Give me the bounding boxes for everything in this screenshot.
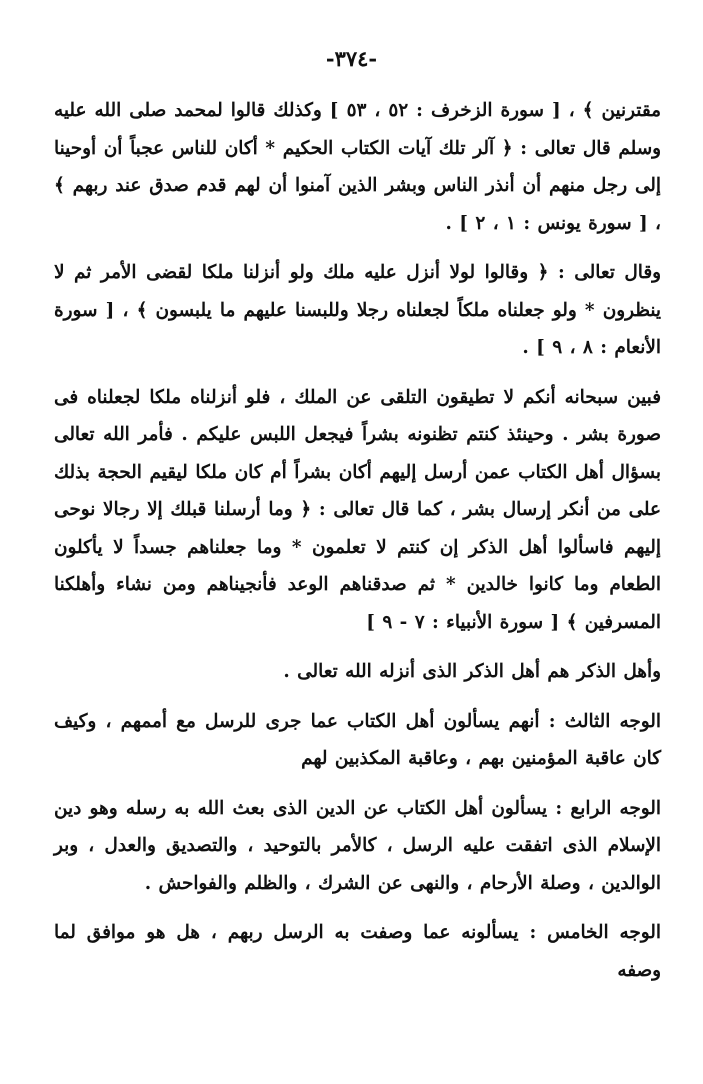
section-heading: الوجه الخامس : <box>529 922 661 943</box>
section-heading: الوجه الرابع : <box>555 797 662 819</box>
paragraph-2: وقال تعالى : ﴿ وقالوا لولا أنزل عليه ملك ولو أنزلنا ملكا لقضى الأمر ثم لا ينظرون * ولو جعلناه ملكاً لجعلناه رجلا وللبسنا عليهم ما يلبسون ﴾ ، [ سورة الأنعام : ٨ ، ٩ ] . <box>54 262 661 358</box>
section-heading: الوجه الثالث : <box>548 710 661 732</box>
section-third-aspect <box>54 703 661 778</box>
paragraph-4: وأهل الذكر هم أهل الذكر الذى أنزله الله تعالى . <box>283 661 661 682</box>
section-text: يسألونه عما وصفت به الرسل ربهم ، هل هو موافق لما وصفه <box>54 922 661 981</box>
page-number: -٣٧٤- <box>325 46 378 71</box>
section-fourth-aspect <box>54 790 661 903</box>
section-text: يسألون أهل الكتاب عن الدين الذى بعث الله به رسله وهو دين الإسلام الذى اتفقت عليه الرسل ، كالأمر بالتوحيد ، والتصديق والعدل ، وبر الوالدين ، وصلة الأرحام ، والنهى عن الشرك ، والظلم والفواحش . <box>54 797 661 894</box>
section-fifth-aspect <box>54 914 661 989</box>
paragraph-3: فبين سبحانه أنكم لا تطيقون التلقى عن الملك ، فلو أنزلناه ملكا لجعلناه فى صورة بشر . وحينئذ كنتم تظنونه بشراً فيجعل اللبس عليكم . فأمر الله تعالى بسؤال أهل الكتاب عمن أرسل إليهم أكان بشراً أم كان ملكا ليقيم الحجة بذلك على من أنكر إرسال بشر ، كما قال تعالى : ﴿ وما أرسلنا قبلك إلا رجالا نوحى إليهم فاسألوا أهل الذكر إن كنتم لا تعلمون * وما جعلناهم جسداً لا يأكلون الطعام وما كانوا خالدين * ثم صدقناهم الوعد فأنجيناهم ومن نشاء وأهلكنا المسرفين ﴾ [ سورة الأنبياء : ٧ - ٩ ] <box>54 386 661 633</box>
page-body <box>54 92 661 989</box>
section-text: أنهم يسألون أهل الكتاب عما جرى للرسل مع أممهم ، وكيف كان عاقبة المؤمنين بهم ، وعاقبة المكذبين لهم <box>54 710 661 769</box>
paragraph-1: مقترنين ﴾ ، [ سورة الزخرف : ٥٢ ، ٥٣ ] وكذلك قالوا لمحمد صلى الله عليه وسلم قال تعالى : ﴿ آلر تلك آيات الكتاب الحكيم * أكان للناس عجباً أن أوحينا إلى رجل منهم أن أنذر الناس وبشر الذين آمنوا أن لهم قدم صدق عند ربهم ﴾ ، [ سورة يونس : ١ ، ٢ ] . <box>54 100 662 234</box>
